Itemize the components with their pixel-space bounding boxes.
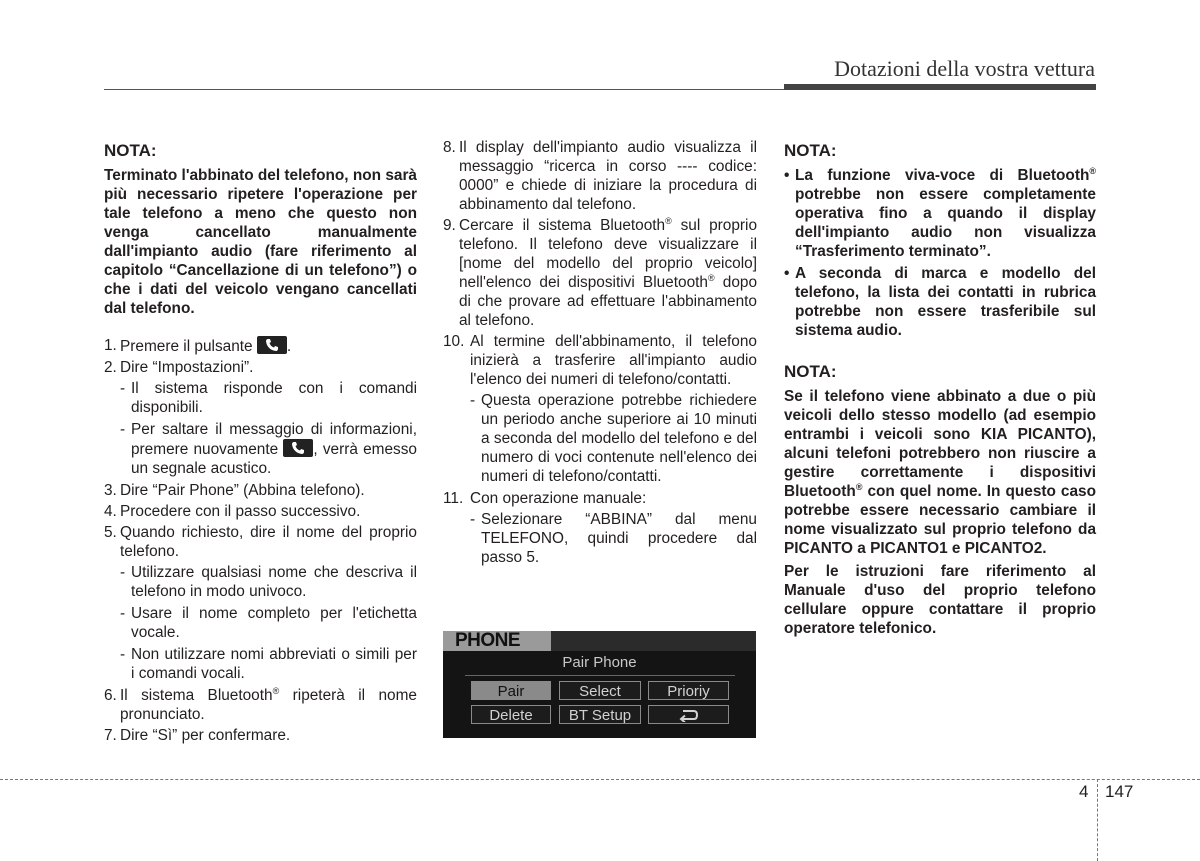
step-11-sub-a: - Selezionare “ABBINA” dal menu TELEFONO, quindi procedere dal passo 5. — [470, 511, 757, 566]
header-rule-bold — [784, 84, 1096, 90]
step-5-sub-b: - Usare il nome completo per l'etichetta vocale. — [120, 605, 417, 641]
note-heading: NOTA: — [784, 141, 837, 160]
step-5: 5. Quando richiesto, dire il nome del proprio telefono. — [104, 524, 417, 560]
note-paragraph-1: Se il telefono viene abbinato a due o più veicoli dello stesso modello (ad esempio entrambi i veicoli sono KIA PICANTO), alcuni telefoni potrebbero non riuscire a gestire correttamente i dispositivi Bluetooth® con quel nome. In questo caso potrebbe essere necessario cambiare il nome visualizzato sul proprio telefono da PICANTO a PICANTO1 e PICANTO2. — [784, 388, 1096, 557]
step-2-sub-b: - Per saltare il messaggio di informazioni, premere nuovamente , verrà emesso un segnale acustico. — [120, 421, 417, 477]
back-arrow-icon — [678, 708, 700, 722]
note-paragraph-2: Per le istruzioni fare riferimento al Manuale d'uso del proprio telefono cellulare oppure contattare il proprio operatore telefonico. — [784, 563, 1096, 637]
phone-screen-tag: PHONE — [443, 631, 551, 651]
delete-button[interactable]: Delete — [471, 705, 551, 724]
step-2-sub-a: - Il sistema risponde con i comandi disponibili. — [120, 380, 417, 416]
step-8: 8. Il display dell'impianto audio visualizza il messaggio “ricerca in corso ---- codice: 0000” e chiede di iniziare la procedura di abbinamento dal telefono. — [443, 139, 757, 213]
note-bullet-1: • La funzione viva-voce di Bluetooth® potrebbe non essere completamente operativa fino a quando il display dell'impianto audio non visualizza “Trasferimento terminato”. — [784, 165, 1096, 260]
footer-divider — [1097, 779, 1098, 861]
phone-screen-title: Pair Phone — [562, 654, 637, 671]
phone-screen-illustration — [443, 631, 756, 738]
running-header: Dotazioni della vostra vettura — [834, 56, 1095, 81]
column-left — [104, 140, 417, 747]
step-9: 9. Cercare il sistema Bluetooth® sul proprio telefono. Il telefono deve visualizzare il [nome del modello del proprio veicolo] nell'elenco dei dispositivi Bluetooth® dopo di che provare ad effettuare l'abbinamento al telefono. — [443, 215, 758, 329]
back-button[interactable] — [648, 705, 729, 724]
step-10: 10. Al termine dell'abbinamento, il telefono inizierà a trasferire all'impianto audio l'elenco dei numeri di telefono/contatti. — [443, 333, 757, 388]
chapter-number: 4 — [1079, 782, 1089, 801]
step-7: 7. Dire “Sì” per confermare. — [104, 727, 291, 744]
column-right — [784, 140, 1096, 638]
footer-rule — [0, 779, 1200, 780]
step-10-sub-a: - Questa operazione potrebbe richiedere un periodo anche superiore ai 10 minuti a seconda del modello del telefono e del numero di voci contenute nell'elenco dei numeri di telefono/contatti. — [470, 392, 757, 485]
note-heading: NOTA: — [784, 362, 837, 381]
step-5-sub-c: - Non utilizzare nomi abbreviati o simili per i comandi vocali. — [120, 646, 417, 682]
header-rule — [104, 89, 784, 90]
select-button[interactable]: Select — [559, 681, 641, 700]
note-text: Terminato l'abbinato del telefono, non sarà più necessario ripetere l'operazione per tale telefono a meno che questo non venga cancellato manualmente dall'impianto audio (fare riferimento al capitolo “Cancellazione di un telefono”) o che i dati del veicolo vengano cancellati dal telefono. — [104, 167, 417, 317]
step-1: 1. Premere il pulsante . — [104, 337, 292, 355]
column-middle — [443, 138, 757, 570]
page-number: 147 — [1105, 782, 1134, 801]
note-bullet-2: • A seconda di marca e modello del telefono, la lista dei contatti in rubrica potrebbe non essere trasferibile sul sistema audio. — [784, 265, 1096, 339]
step-5-sub-a: - Utilizzare qualsiasi nome che descriva il telefono in modo univoco. — [120, 564, 417, 600]
note-heading: NOTA: — [104, 141, 157, 160]
step-11: 11. Con operazione manuale: — [443, 490, 647, 507]
phone-key-icon — [283, 439, 313, 457]
step-2: 2. Dire “Impostazioni”. — [104, 359, 254, 376]
step-6: 6. Il sistema Bluetooth® ripeterà il nome pronunciato. — [104, 685, 417, 723]
bt-setup-button[interactable]: BT Setup — [559, 705, 641, 724]
phone-key-icon — [257, 336, 287, 354]
step-4: 4. Procedere con il passo successivo. — [104, 503, 361, 520]
step-3: 3. Dire “Pair Phone” (Abbina telefono). — [104, 482, 365, 499]
pair-button[interactable]: Pair — [471, 681, 551, 700]
priority-button[interactable]: Prioriy — [648, 681, 729, 700]
